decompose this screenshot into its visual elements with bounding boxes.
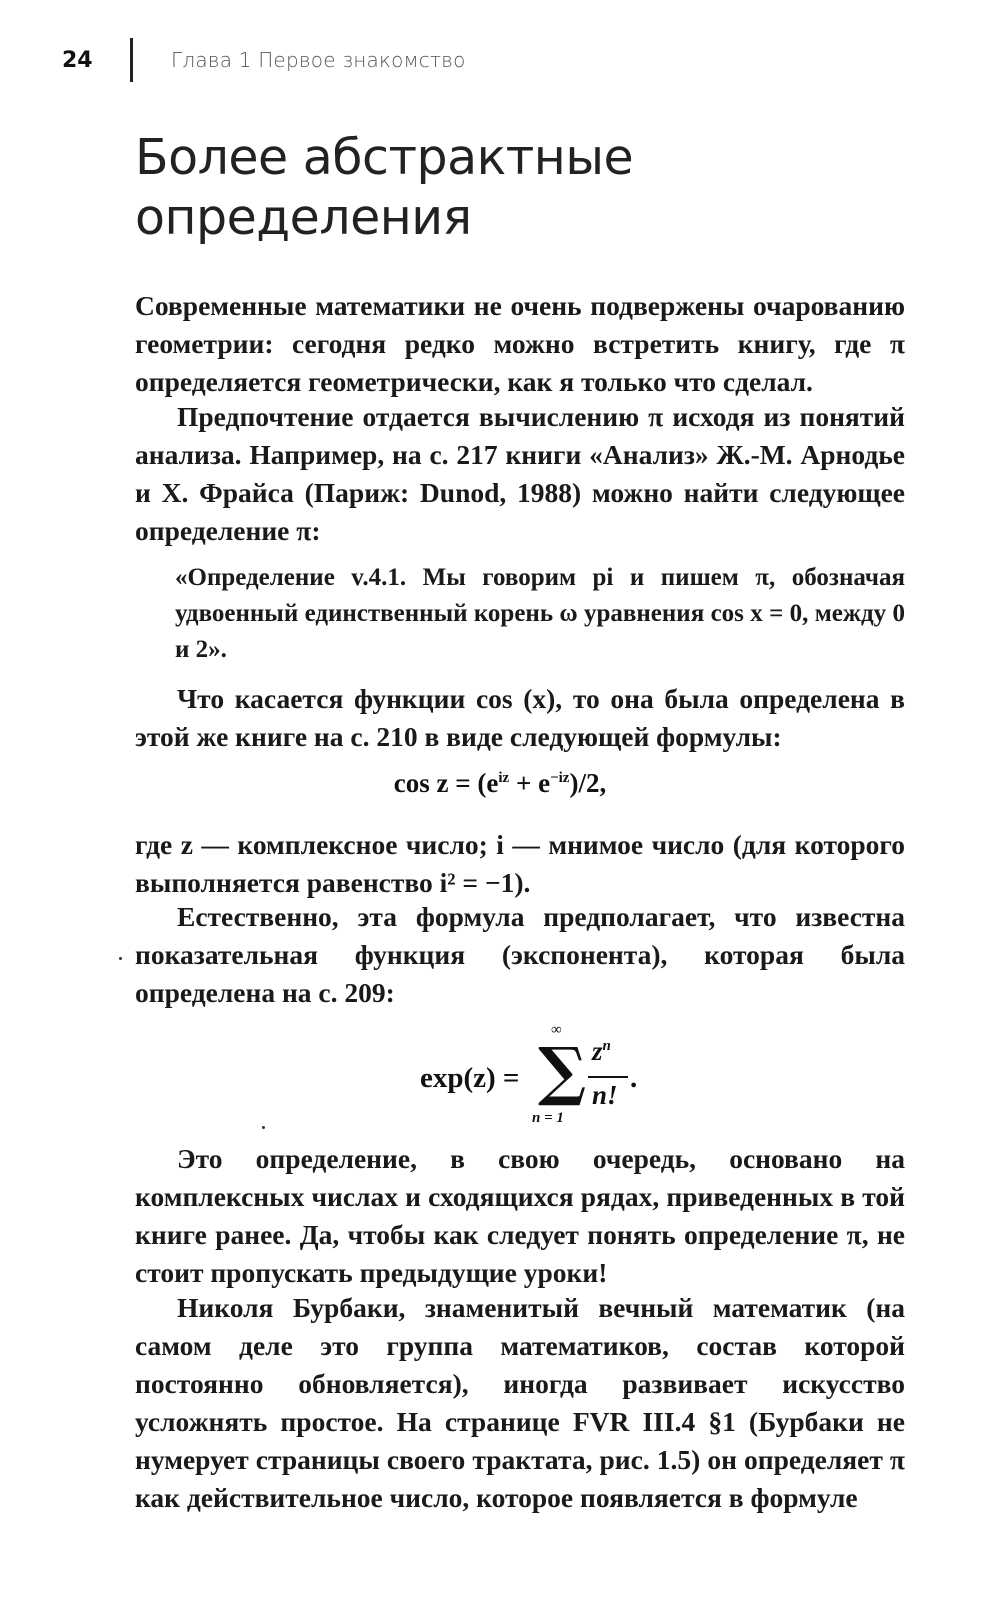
page-header xyxy=(62,38,466,82)
exp-formula-upper-limit: ∞ xyxy=(551,1022,562,1038)
paragraph-2: Предпочтение отдается вычислению π исходя из понятий анализа. Например, на с. 217 книги «Анализ» Ж.-М. Арнодье и X. Фрайса (Париж: Dunod, 1988) можно найти следующее определение π: xyxy=(135,401,905,546)
exp-formula-end: . xyxy=(630,1062,638,1094)
print-speck xyxy=(119,957,122,960)
exp-formula-denominator: n! xyxy=(592,1080,618,1110)
header-divider xyxy=(130,38,133,82)
exp-formula-lhs: exp(z) = xyxy=(420,1062,520,1094)
paragraph-7: Николя Бурбаки, знаменитый вечный математик (на самом деле это группа математиков, состав которой постоянно обновляется), иногда развивает искусство усложнять простое. На странице FVR III.4 §1 (Бурбаки не нумерует страницы своего трактата, рис. 1.5) он определяет π как действительное число, которое появляется в формуле xyxy=(135,1292,905,1513)
cos-formula-rhs: )/2, xyxy=(569,768,607,798)
exp-formula-numerator: $z^n$ xyxy=(592,1036,611,1066)
paragraph-3: Что касается функции cos (x), то она была определена в этой же книге на с. 210 в виде следующей формулы: xyxy=(135,683,905,752)
section-title-line2: определения xyxy=(135,189,472,246)
definition-quote: «Определение v.4.1. Мы говорим pi и пишем π, обозначая удвоенный единственный корень ω уравнения cos x = 0, между 0 и 2». xyxy=(175,564,905,663)
exp-formula-lower-limit: n = 1 xyxy=(532,1110,564,1126)
fraction-bar xyxy=(588,1076,628,1078)
paragraph-4: где z — комплексное число; i — мнимое число (для которого выполняется равенство i² = −1). xyxy=(135,829,905,898)
section-title xyxy=(135,128,935,248)
paragraph-1: Современные математики не очень подвержены очарованию геометрии: сегодня редко можно встретить книгу, где π определяется геометрически, как я только что сделал. xyxy=(135,290,905,397)
print-speck xyxy=(262,1126,265,1129)
cos-formula xyxy=(0,768,1000,799)
cos-formula-mid: + e xyxy=(509,768,551,798)
paragraph-5: Естественно, эта формула предполагает, что известна показательная функция (экспонента), которая была определена на с. 209: xyxy=(135,901,905,1008)
cos-formula-lhs: cos z = (e xyxy=(393,768,499,798)
sum-symbol: ∑ xyxy=(538,1034,587,1109)
running-head: Глава 1 Первое знакомство xyxy=(171,48,466,72)
cos-formula-exp2: −iz xyxy=(550,770,570,786)
cos-formula-exp1: iz xyxy=(498,770,510,786)
page-number: 24 xyxy=(62,47,93,73)
section-title-line1: Более абстрактные xyxy=(135,129,634,186)
exp-formula xyxy=(420,1022,640,1126)
paragraph-6: Это определение, в свою очередь, основано на комплексных числах и сходящихся рядах, приведенных в той книге ранее. Да, чтобы как следует понять определение π, не стоит пропускать предыдущие уроки! xyxy=(135,1143,905,1288)
